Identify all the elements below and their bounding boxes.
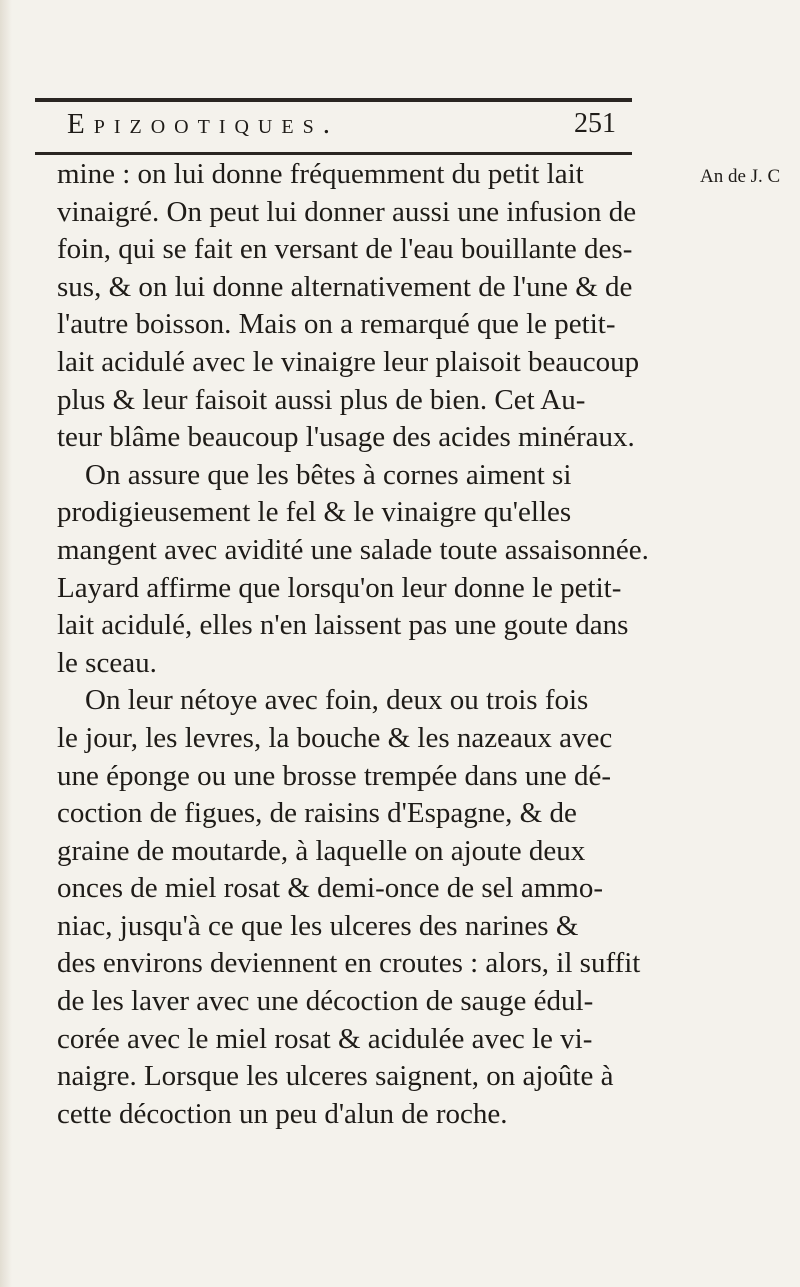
text-line: une éponge ou une brosse trempée dans une dé- [57,759,612,792]
text-line: naigre. Lorsque les ulceres saignent, on ajoûte à [57,1060,614,1093]
body-text [57,156,647,1133]
text-line: mangent avec avidité une salade toute assaisonnée. [57,533,649,566]
text-line: prodigieusement le fel & le vinaigre qu'elles [57,496,572,529]
text-line: Layard affirme que lorsqu'on leur donne le petit- [57,571,622,604]
running-header-title: Epizootiques. [67,108,339,140]
text-line: onces de miel rosat & demi-once de sel ammo- [57,872,603,905]
header-rule-top [35,98,632,102]
text-line: le sceau. [57,646,157,679]
text-line: mine : on lui donne fréquemment du petit lait [57,158,584,190]
text-line: On leur nétoye avec foin, deux ou trois fois [85,684,589,717]
text-line: lait acidulé avec le vinaigre leur plaisoit beaucoup [57,345,640,378]
text-line: le jour, les levres, la bouche & les nazeaux avec [57,721,613,754]
text-line: cette décoction un peu d'alun de roche. [57,1097,508,1130]
text-line: teur blâme beaucoup l'usage des acides minéraux. [57,421,635,454]
text-line: sus, & on lui donne alternativement de l'une & de [57,270,633,303]
page-number: 251 [574,108,616,139]
header-rule-bottom [35,152,632,155]
text-line: coction de figues, de raisins d'Espagne, & de [57,797,577,830]
text-line: lait acidulé, elles n'en laissent pas une goute dans [57,609,629,642]
text-line: corée avec le miel rosat & acidulée avec le vi- [57,1022,593,1055]
text-line: graine de moutarde, à laquelle on ajoute deux [57,834,586,867]
text-line: niac, jusqu'à ce que les ulceres des narines & [57,909,579,942]
text-line: plus & leur faisoit aussi plus de bien. Cet Au- [57,383,586,416]
text-line: de les laver avec une décoction de sauge édul- [57,985,594,1018]
page-gutter [0,0,12,1287]
text-line: vinaigré. On peut lui donner aussi une infusion de [57,195,637,228]
margin-note: An de J. C [700,166,781,187]
text-line: On assure que les bêtes à cornes aiment si [85,458,572,491]
text-line: des environs deviennent en croutes : alors, il suffit [57,947,641,980]
text-line: foin, qui se fait en versant de l'eau bouillante des- [57,233,633,266]
text-line: l'autre boisson. Mais on a remarqué que le petit- [57,308,616,341]
